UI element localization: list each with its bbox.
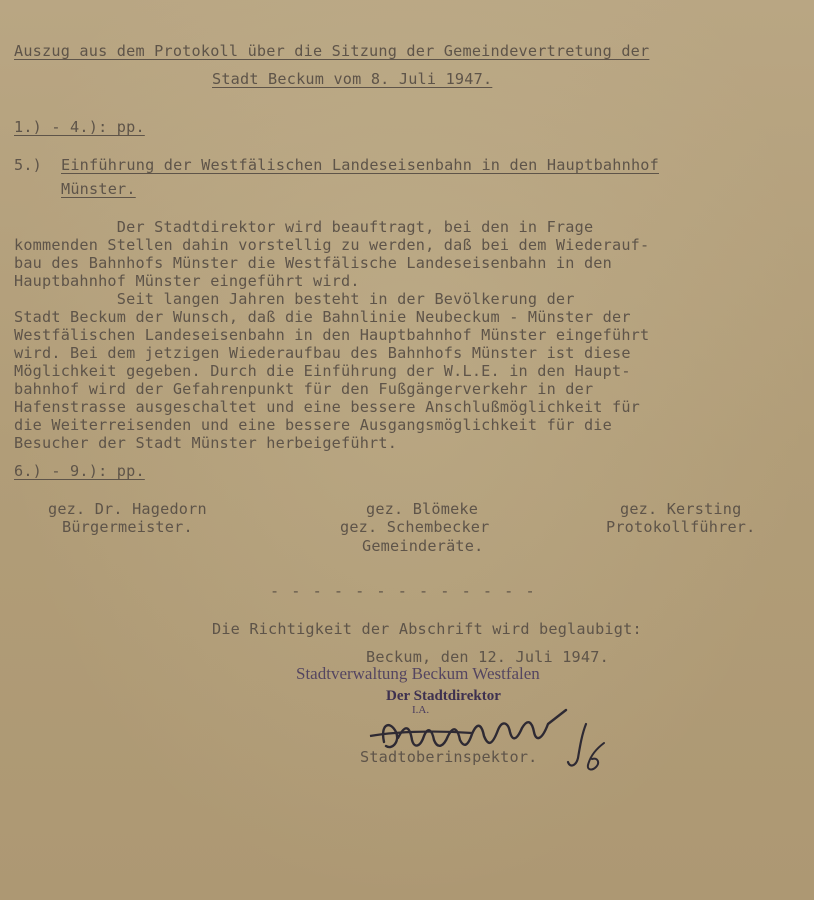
signatory-council-role: Gemeinderäte. [362,537,484,555]
body-line: Möglichkeit gegeben. Durch die Einführung der W.L.E. in den Haupt- [14,362,631,380]
item-1-4: 1.) - 4.): pp. [14,118,145,136]
body-line: kommenden Stellen dahin vorstellig zu werden, daß bei dem Wiederauf- [14,236,650,254]
stamp-director: Der Stadtdirektor [386,688,501,704]
separator-dashes: - - - - - - - - - - - - - [270,582,537,600]
stamp-ia: I.A. [412,704,430,716]
item-5-title-line-1: Einführung der Westfälischen Landeseisenbahn in den Hauptbahnhof [61,156,659,174]
signatory-mayor-role: Bürgermeister. [62,518,193,536]
signatory-council-name-2: gez. Schembecker [340,518,490,536]
signatory-recorder-role: Protokollführer. [606,518,756,536]
body-line: Stadt Beckum der Wunsch, daß die Bahnlinie Neubeckum - Münster der [14,308,631,326]
body-line: Hauptbahnhof Münster eingeführt wird. [14,272,360,290]
item-6-9: 6.) - 9.): pp. [14,462,145,480]
initial-mark [578,740,618,772]
header-line-1: Auszug aus dem Protokoll über die Sitzung der Gemeindevertretung der [14,42,650,60]
body-line: wird. Bei dem jetzigen Wiederaufbau des Bahnhofs Münster ist diese [14,344,631,362]
item-5-title-line-2: Münster. [61,180,136,198]
body-line: Seit langen Jahren besteht in der Bevölkerung der [14,290,575,308]
certification-statement: Die Richtigkeit der Abschrift wird beglaubigt: [212,620,642,638]
signatory-council-name-1: gez. Blömeke [366,500,479,518]
signatory-mayor-name: gez. Dr. Hagedorn [48,500,207,518]
body-line: Der Stadtdirektor wird beauftragt, bei den in Frage [14,218,594,236]
body-line: die Weiterreisenden und eine bessere Ausgangsmöglichkeit für die [14,416,612,434]
body-line: Westfälischen Landeseisenbahn in den Hauptbahnhof Münster eingeführt [14,326,650,344]
certifier-title: Stadtoberinspektor. [360,748,538,766]
signatory-recorder-name: gez. Kersting [620,500,742,518]
header-line-2: Stadt Beckum vom 8. Juli 1947. [212,70,493,88]
item-5-number: 5.) [14,156,43,174]
body-line: bau des Bahnhofs Münster die Westfälische Landeseisenbahn in den [14,254,612,272]
body-line: bahnhof wird der Gefahrenpunkt für den Fußgängerverkehr in der [14,380,594,398]
body-line: Hafenstrasse ausgeschaltet und eine bessere Anschlußmöglichkeit für [14,398,641,416]
body-line: Besucher der Stadt Münster herbeigeführt. [14,434,398,452]
certification-date: Beckum, den 12. Juli 1947. [366,648,609,666]
stamp-authority: Stadtverwaltung Beckum Westfalen [296,664,540,683]
